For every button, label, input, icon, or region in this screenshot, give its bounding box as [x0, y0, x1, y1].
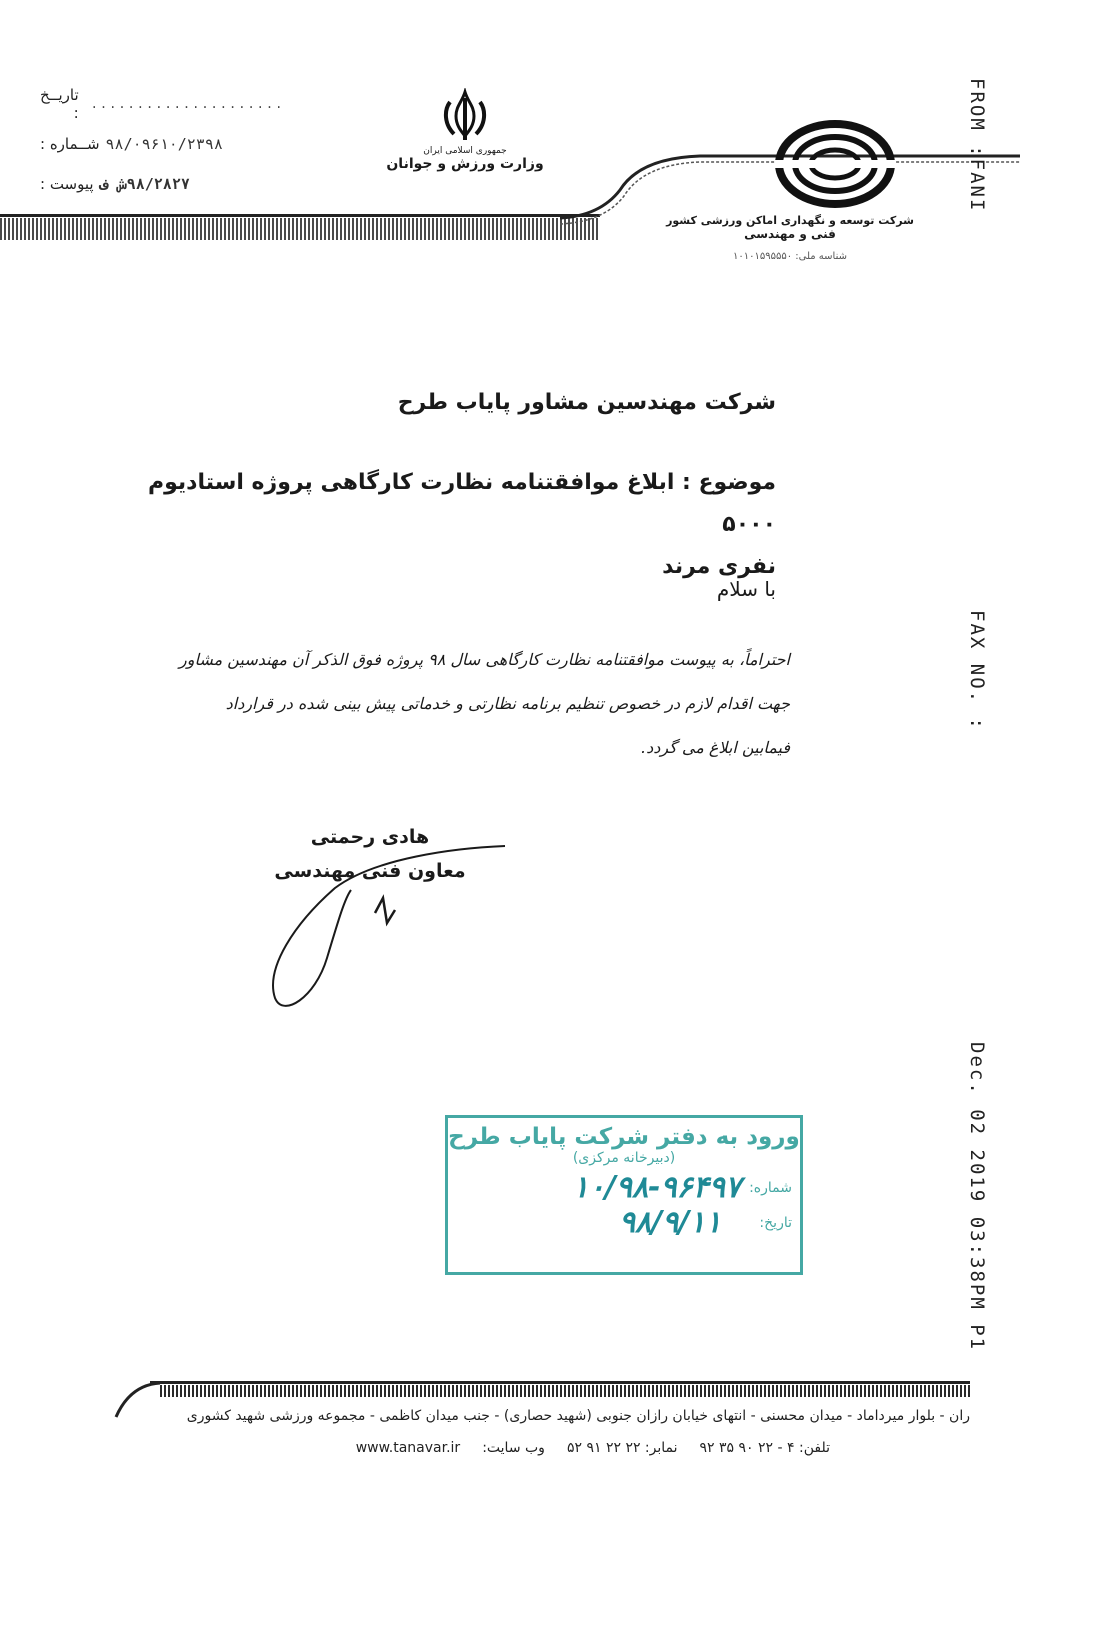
ministry-emblem-text: جمهوری اسلامی ایران [423, 146, 507, 156]
handwritten-signature [255, 828, 515, 1018]
date-label: تاریــخ : [40, 86, 79, 122]
company-unit: فنی و مهندسی [744, 227, 836, 241]
fax-number-label: FAX NO. : [966, 610, 988, 731]
ministry-name: وزارت ورزش و جوانان [386, 156, 544, 172]
ministry-block [380, 88, 550, 172]
received-stamp [445, 1115, 803, 1275]
header-rule [0, 214, 600, 217]
footer-contact [270, 1440, 830, 1456]
fax-timestamp: Dec. 02 2019 03:38PM P1 [966, 1042, 988, 1352]
header-fields [40, 84, 285, 204]
footer-fax: نمابر: ۲۲ ۲۲ ۹۱ ۵۲ [566, 1440, 678, 1456]
stamp-number-label: شماره: [749, 1179, 792, 1196]
fax-from: FROM :FANI [966, 78, 988, 213]
attachment-value: ۹۸/۲۸۲۷ش ف [99, 175, 190, 193]
letter-body [130, 638, 790, 770]
header-stripe [0, 218, 600, 240]
subject [130, 462, 776, 587]
body-line-1: احتراماً، به پیوست موافقتنامه نظارت کارگاهی سال ۹۸ پروژه فوق الذکر آن مهندسین مشاور [179, 650, 790, 669]
greeting: با سلام [716, 577, 776, 601]
footer-website-label: وب سایت: [482, 1440, 545, 1456]
subject-line-2: نفری مرند [662, 553, 776, 579]
footer-address: ران - بلوار میرداماد - میدان محسنی - انتهای خیابان رازان جنوبی (شهید حصاری) - جنب میدان کاظمی - مجموعه ورزشی شهید کشوری [186, 1408, 970, 1424]
stamp-title: ورود به دفتر شرکت پایاب طرح [448, 1124, 800, 1150]
body-line-2: جهت اقدام لازم در خصوص تنظیم برنامه نظارتی و خدماتی پیش بینی شده در قرارداد [225, 694, 790, 713]
iran-emblem-icon [440, 88, 490, 142]
footer-website[interactable]: www.tanavar.ir [355, 1440, 461, 1456]
company-name: شرکت توسعه و نگهداری اماکن ورزشی کشور [666, 214, 914, 227]
body-line-3: فیمابین ابلاغ می گردد. [641, 738, 790, 757]
recipient: شرکت مهندسین مشاور پایاب طرح [397, 390, 776, 415]
number-label: شــماره : [40, 135, 100, 153]
date-dots: ..................... [90, 97, 285, 111]
stamp-subtitle: (دبیرخانه مرکزی) [572, 1150, 676, 1166]
stamp-date-label: تاریخ: [759, 1214, 792, 1231]
attachment-label: پیوست : [40, 175, 94, 193]
company-logo-icon [775, 120, 895, 208]
company-id: شناسه ملی: ۱۰۱۰۱۵۹۵۵۵۰ [732, 251, 847, 262]
signer-title: معاون فنی مهندسی [274, 860, 466, 882]
stamp-date-value: ۹۸/۹/۱۱ [618, 1205, 722, 1240]
signer-name: هادی رحمتی [310, 826, 430, 848]
number-value: ۹۸/۰۹۶۱۰/۲۳۹۸ [105, 135, 223, 153]
footer-rule [150, 1381, 970, 1384]
stamp-number-value: ۱۰/۹۸-۹۶۴۹۷ [572, 1170, 742, 1205]
footer-phone: تلفن: ۴ - ۲۲ ۹۰ ۳۵ ۹۲ [699, 1440, 830, 1456]
subject-line-1: موضوع : ابلاغ موافقتنامه نظارت کارگاهی پروژه استادیوم ۵۰۰۰ [148, 470, 776, 537]
company-block [640, 120, 940, 262]
footer-stripe [160, 1385, 970, 1397]
